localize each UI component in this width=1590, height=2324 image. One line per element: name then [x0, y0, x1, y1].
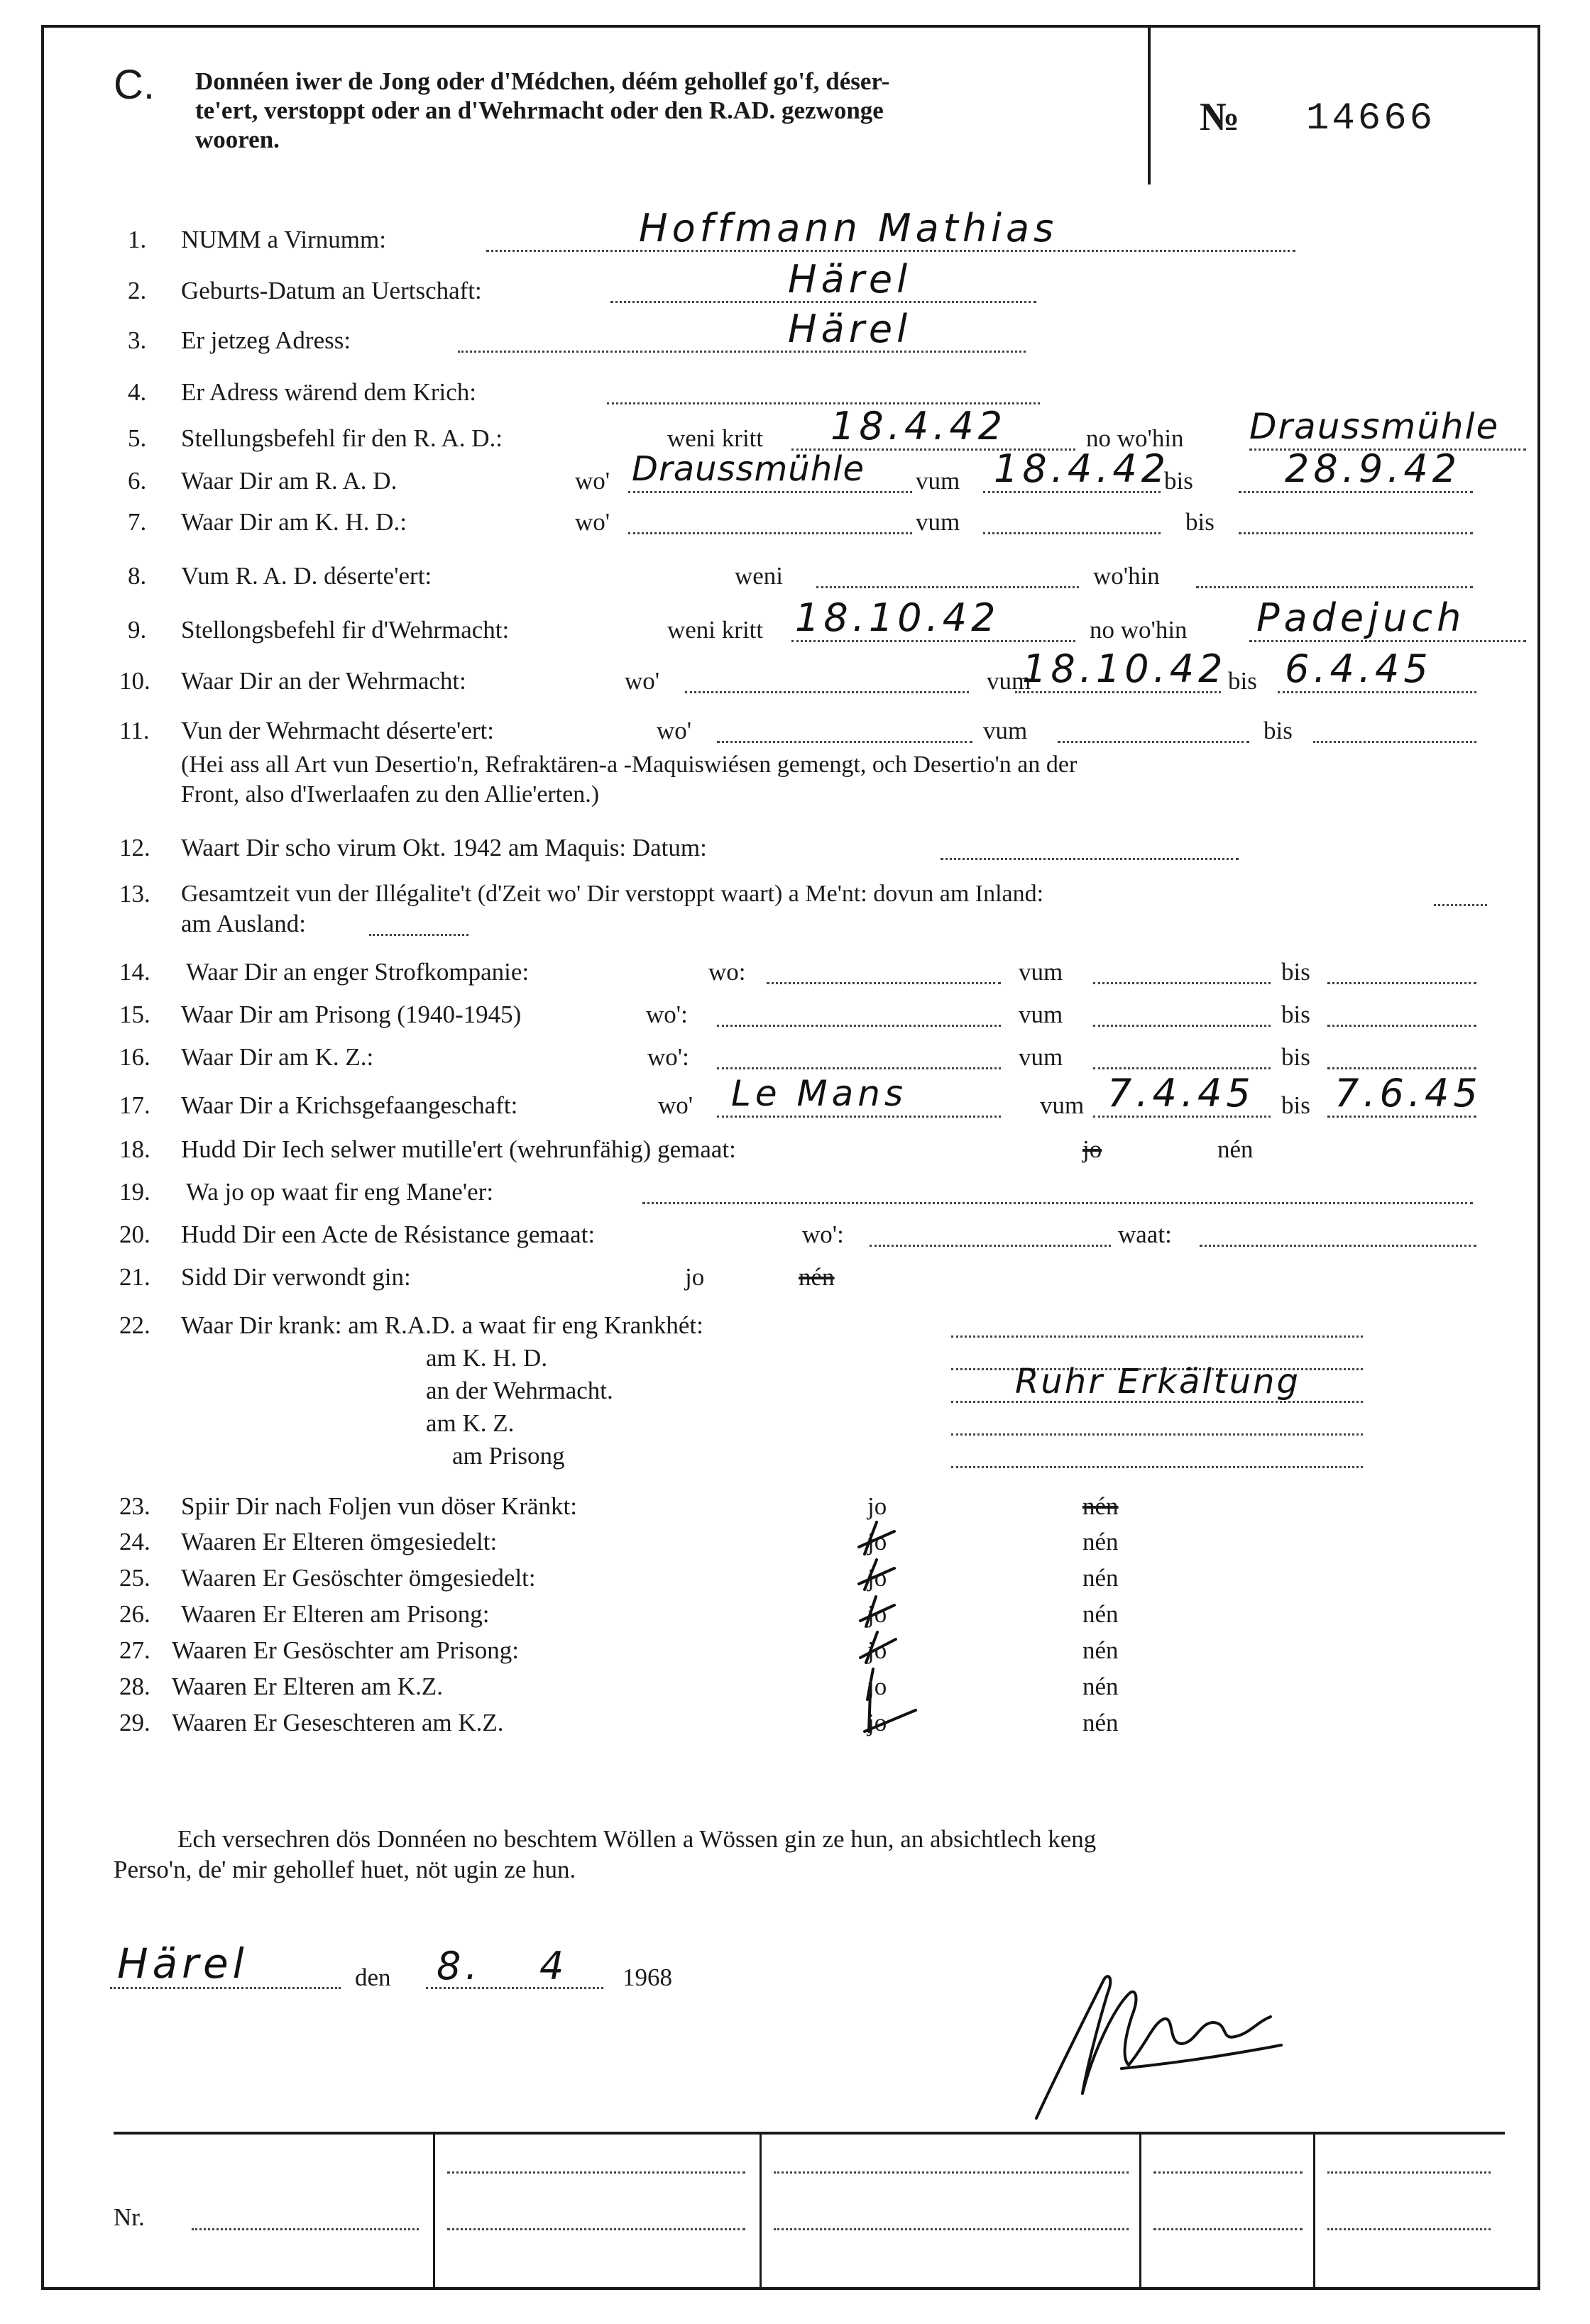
row-14-number: 14.	[119, 958, 150, 986]
pow-to: 7.6.45	[1334, 1071, 1482, 1116]
row-28-number: 28.	[119, 1673, 150, 1700]
row-6-wo-line	[628, 491, 912, 493]
row-9-where-line	[1249, 640, 1526, 642]
row-7-number: 7.	[128, 508, 147, 536]
row-25-number: 25.	[119, 1564, 150, 1592]
row-10-vum-line	[1015, 691, 1221, 693]
row-14-bis-line	[1327, 982, 1476, 984]
row-12-line	[941, 858, 1239, 860]
row-22-sub-kz: am K. Z.	[426, 1409, 515, 1437]
row-16-bis-label: bis	[1281, 1043, 1310, 1071]
footer-col-2	[760, 2132, 762, 2289]
row-28-label: Waaren Er Elteren am K.Z.	[172, 1673, 443, 1700]
declaration-line-1: Ech versechren dös Donnéen no beschtem Wöllen a Wössen gin ze hun, an absichtlech keng	[177, 1825, 1097, 1853]
row-14-bis-label: bis	[1281, 958, 1310, 986]
row-12-label: Waart Dir scho virum Okt. 1942 am Maquis: Datum:	[181, 834, 707, 861]
row-3-line	[458, 351, 1026, 353]
row-8-number: 8.	[128, 562, 147, 590]
row-14-wo-label: wo:	[708, 958, 746, 986]
row-29-jo: jo	[867, 1709, 887, 1736]
row-10-label: Waar Dir an der Wehrmacht:	[181, 667, 466, 695]
rad-order-date: 18.4.42	[830, 404, 1007, 448]
pow-from: 7.4.45	[1107, 1071, 1255, 1116]
row-10-vum-label: vum	[987, 667, 1031, 695]
row-24-nen: nén	[1082, 1528, 1119, 1555]
row-9-number: 9.	[128, 616, 147, 644]
row-8-when-line	[816, 586, 1079, 588]
row-3-number: 3.	[128, 326, 147, 354]
row-25-jo: jo	[867, 1564, 887, 1592]
row-15-vum-label: vum	[1019, 1001, 1063, 1028]
row-11-vum-line	[1058, 741, 1249, 743]
footer-col-1	[433, 2132, 435, 2289]
row-9-when-line	[791, 640, 1075, 642]
row-17-vum-line	[1093, 1116, 1271, 1118]
row-21-jo: jo	[685, 1263, 705, 1291]
footer-col-2-line-2	[774, 2228, 1129, 2230]
row-15-bis-line	[1327, 1025, 1476, 1027]
row-29-label: Waaren Er Geseschteren am K.Z.	[172, 1709, 504, 1736]
crossout-row-26	[860, 1597, 894, 1626]
row-19-number: 19.	[119, 1178, 150, 1206]
row-18-number: 18.	[119, 1135, 150, 1163]
row-6-wo-label: wo'	[575, 467, 610, 495]
row-3-label: Er jetzeg Adress:	[181, 326, 351, 354]
row-5-label: Stellungsbefehl fir den R. A. D.:	[181, 424, 503, 452]
row-20-waat-line	[1200, 1245, 1476, 1247]
row-17-bis-label: bis	[1281, 1091, 1310, 1119]
day-value: 8.	[437, 1944, 482, 1988]
row-6-bis-line	[1239, 491, 1473, 493]
row-5-when-label: weni kritt	[667, 424, 764, 452]
footer-col-3-line-2	[1153, 2228, 1303, 2230]
jo-crossout-marks	[845, 1519, 944, 1753]
row-1-number: 1.	[128, 226, 147, 253]
wm-order-date: 18.10.42	[795, 595, 1000, 640]
row-19-line	[642, 1202, 1473, 1204]
row-27-label: Waaren Er Gesöschter am Prisong:	[172, 1636, 519, 1664]
row-9-when-label: weni kritt	[667, 616, 764, 644]
row-9-label: Stellongsbefehl fir d'Wehrmacht:	[181, 616, 510, 644]
row-17-number: 17.	[119, 1091, 150, 1119]
header-divider	[1148, 25, 1151, 185]
row-18-label: Hudd Dir Iech selwer mutille'ert (wehrunfähig) gemaat:	[181, 1135, 736, 1163]
wm-order-place: Padejuch	[1256, 595, 1466, 640]
form-title-line-3: wooren.	[195, 126, 280, 153]
footer-col-4	[1313, 2132, 1315, 2289]
footer-nr-label: Nr.	[114, 2203, 145, 2231]
row-20-wo-label: wo':	[802, 1221, 844, 1248]
row-17-wo-line	[717, 1116, 1001, 1118]
row-25-nen: nén	[1082, 1564, 1119, 1592]
row-9-where-label: no wo'hin	[1090, 616, 1188, 644]
row-7-label: Waar Dir am K. H. D.:	[181, 508, 407, 536]
row-16-wo-label: wo':	[647, 1043, 689, 1071]
signature	[1015, 1966, 1299, 2129]
row-7-wo-line	[628, 532, 912, 534]
rad-from: 18.4.42	[994, 446, 1170, 491]
row-15-number: 15.	[119, 1001, 150, 1028]
wm-to: 6.4.45	[1285, 646, 1432, 691]
row-10-bis-line	[1278, 691, 1476, 693]
den-label: den	[355, 1964, 391, 1991]
row-10-number: 10.	[119, 667, 150, 695]
row-15-bis-label: bis	[1281, 1001, 1310, 1028]
footer-col-1-line-1	[447, 2171, 745, 2174]
row-13-label-2: am Ausland:	[181, 910, 306, 937]
place-value: Härel	[117, 1939, 248, 1988]
illness-value: Ruhr Erkältung	[1015, 1362, 1300, 1401]
row-26-nen: nén	[1082, 1600, 1119, 1628]
row-5-number: 5.	[128, 424, 147, 452]
row-20-waat-label: waat:	[1118, 1221, 1172, 1248]
row-26-number: 26.	[119, 1600, 150, 1628]
row-18-nen: nén	[1217, 1135, 1254, 1163]
row-23-jo: jo	[867, 1492, 887, 1520]
row-27-nen: nén	[1082, 1636, 1119, 1664]
address-value: Härel	[788, 307, 912, 351]
row-16-vum-label: vum	[1019, 1043, 1063, 1071]
row-6-vum-line	[983, 491, 1161, 493]
row-16-bis-line	[1327, 1067, 1476, 1069]
name-value: Hoffmann Mathias	[639, 206, 1058, 250]
row-2-number: 2.	[128, 277, 147, 304]
row-10-bis-label: bis	[1228, 667, 1257, 695]
row-22-number: 22.	[119, 1311, 150, 1339]
row-29-nen: nén	[1082, 1709, 1119, 1736]
row-7-vum-line	[983, 532, 1161, 534]
row-22-prisong-line	[951, 1466, 1363, 1468]
row-29-number: 29.	[119, 1709, 150, 1736]
row-11-note-2: Front, also d'Iwerlaafen zu den Allie'erten.)	[181, 781, 600, 808]
rad-to: 28.9.42	[1285, 446, 1462, 491]
row-8-where-label: wo'hin	[1093, 562, 1160, 590]
row-20-number: 20.	[119, 1221, 150, 1248]
row-25-label: Waaren Er Gesöschter ömgesiedelt:	[181, 1564, 536, 1592]
row-11-wo-line	[717, 741, 972, 743]
footer-rule	[114, 2132, 1505, 2135]
form-title-line-2: te'ert, verstoppt oder an d'Wehrmacht oder den R.AD. gezwonge	[195, 97, 884, 124]
crossout-row-27	[860, 1632, 896, 1663]
row-17-wo-label: wo'	[658, 1091, 693, 1119]
footer-col-4-line-1	[1327, 2171, 1491, 2174]
row-22-sub-khd: am K. H. D.	[426, 1344, 548, 1372]
wm-from: 18.10.42	[1022, 646, 1227, 691]
row-23-label: Spiir Dir nach Foljen vun döser Kränkt:	[181, 1492, 577, 1520]
declaration-line-2: Perso'n, de' mir gehollef huet, nöt ugin ze hun.	[114, 1856, 576, 1883]
row-1-label: NUMM a Virnumm:	[181, 226, 386, 253]
birth-value: Härel	[788, 257, 912, 302]
row-4-label: Er Adress wärend dem Krich:	[181, 378, 476, 406]
row-11-bis-line	[1313, 741, 1476, 743]
row-6-vum-label: vum	[916, 467, 960, 495]
row-7-vum-label: vum	[916, 508, 960, 536]
row-17-bis-line	[1327, 1116, 1476, 1118]
row-11-number: 11.	[119, 717, 150, 744]
rad-where: Draussmühle	[632, 449, 865, 489]
footer-col-1-line-2	[447, 2228, 745, 2230]
row-22-sub-prisong: am Prisong	[452, 1442, 565, 1470]
row-21-label: Sidd Dir verwondt gin:	[181, 1263, 411, 1291]
row-10-wo-label: wo'	[625, 667, 660, 695]
row-11-vum-label: vum	[983, 717, 1028, 744]
row-24-number: 24.	[119, 1528, 150, 1555]
row-14-label: Waar Dir an enger Strofkompanie:	[186, 958, 530, 986]
row-13-ausland-line	[369, 934, 468, 936]
row-24-jo: jo	[867, 1528, 887, 1555]
row-20-wo-line	[870, 1245, 1111, 1247]
row-11-bis-label: bis	[1263, 717, 1293, 744]
row-13-inland-line	[1434, 904, 1487, 906]
row-15-vum-line	[1093, 1025, 1271, 1027]
footer-nr-line	[192, 2228, 419, 2230]
row-22-sub-wehrmacht: an der Wehrmacht.	[426, 1377, 613, 1404]
row-16-label: Waar Dir am K. Z.:	[181, 1043, 374, 1071]
rad-order-place: Draussmühle	[1249, 406, 1500, 447]
row-11-note-1: (Hei ass all Art vun Desertio'n, Refraktären-a -Maquiswiésen gemengt, och Desertio'n an der	[181, 751, 1078, 778]
row-7-bis-label: bis	[1185, 508, 1215, 536]
month-value: 4	[539, 1944, 569, 1988]
row-13-number: 13.	[119, 880, 150, 908]
row-21-nen: nén	[799, 1263, 835, 1291]
row-23-nen: nén	[1082, 1492, 1119, 1520]
row-15-label: Waar Dir am Prisong (1940-1945)	[181, 1001, 522, 1028]
row-6-label: Waar Dir am R. A. D.	[181, 467, 398, 495]
row-4-number: 4.	[128, 378, 147, 406]
row-28-jo: jo	[867, 1673, 887, 1700]
form-title-line-1: Donnéen iwer de Jong oder d'Médchen, déém gehollef go'f, déser-	[195, 67, 890, 95]
row-6-number: 6.	[128, 467, 147, 495]
crossout-row-25	[859, 1560, 894, 1590]
footer-col-4-line-2	[1327, 2228, 1491, 2230]
year-label: 1968	[623, 1964, 672, 1991]
footer-col-3	[1139, 2132, 1141, 2289]
row-8-label: Vum R. A. D. déserte'ert:	[181, 562, 432, 590]
row-27-number: 27.	[119, 1636, 150, 1664]
row-8-when-label: weni	[735, 562, 784, 590]
row-15-wo-label: wo':	[646, 1001, 688, 1028]
row-22-kz-line	[951, 1433, 1363, 1436]
row-28-nen: nén	[1082, 1673, 1119, 1700]
row-10-wo-line	[685, 691, 969, 693]
row-14-wo-line	[767, 982, 1001, 984]
row-24-label: Waaren Er Elteren ömgesiedelt:	[181, 1528, 498, 1555]
row-6-bis-label: bis	[1164, 467, 1193, 495]
row-23-number: 23.	[119, 1492, 150, 1520]
row-14-vum-label: vum	[1019, 958, 1063, 986]
row-14-vum-line	[1093, 982, 1271, 984]
row-20-label: Hudd Dir een Acte de Résistance gemaat:	[181, 1221, 596, 1248]
row-11-wo-label: wo'	[657, 717, 692, 744]
row-17-label: Waar Dir a Krichsgefaangeschaft:	[181, 1091, 518, 1119]
row-7-wo-label: wo'	[575, 508, 610, 536]
row-15-wo-line	[717, 1025, 1001, 1027]
row-16-wo-line	[717, 1067, 1001, 1069]
row-22-rad-line	[951, 1336, 1363, 1338]
row-7-bis-line	[1239, 532, 1473, 534]
row-18-jo: jo	[1082, 1135, 1102, 1163]
number-sign: №	[1200, 95, 1240, 139]
form-number: 14666	[1306, 97, 1436, 141]
row-13-label: Gesamtzeit vun der Illégalite't (d'Zeit wo' Dir verstoppt waart) a Me'nt: dovun am Inland:	[181, 881, 1044, 907]
row-16-number: 16.	[119, 1043, 150, 1071]
crossout-row-24	[859, 1522, 894, 1554]
row-17-vum-label: vum	[1040, 1091, 1085, 1119]
row-11-label: Vun der Wehrmacht déserte'ert:	[181, 717, 494, 744]
footer-col-3-line-1	[1153, 2171, 1303, 2174]
row-22-label: Waar Dir krank: am R.A.D. a waat fir eng Krankhét:	[181, 1311, 703, 1339]
row-26-label: Waaren Er Elteren am Prisong:	[181, 1600, 490, 1628]
row-27-jo: jo	[867, 1636, 887, 1664]
row-16-vum-line	[1093, 1067, 1271, 1069]
row-8-where-line	[1196, 586, 1473, 588]
footer-col-2-line-1	[774, 2171, 1129, 2174]
form-letter: C.	[114, 62, 155, 108]
row-2-label: Geburts-Datum an Uertschaft:	[181, 277, 482, 304]
pow-where: Le Mans	[731, 1073, 908, 1114]
row-5-where-label: no wo'hin	[1086, 424, 1184, 452]
row-12-number: 12.	[119, 834, 150, 861]
row-21-number: 21.	[119, 1263, 150, 1291]
row-26-jo: jo	[867, 1600, 887, 1628]
row-19-label: Wa jo op waat fir eng Mane'er:	[186, 1178, 494, 1206]
crossout-row-29	[865, 1692, 916, 1731]
